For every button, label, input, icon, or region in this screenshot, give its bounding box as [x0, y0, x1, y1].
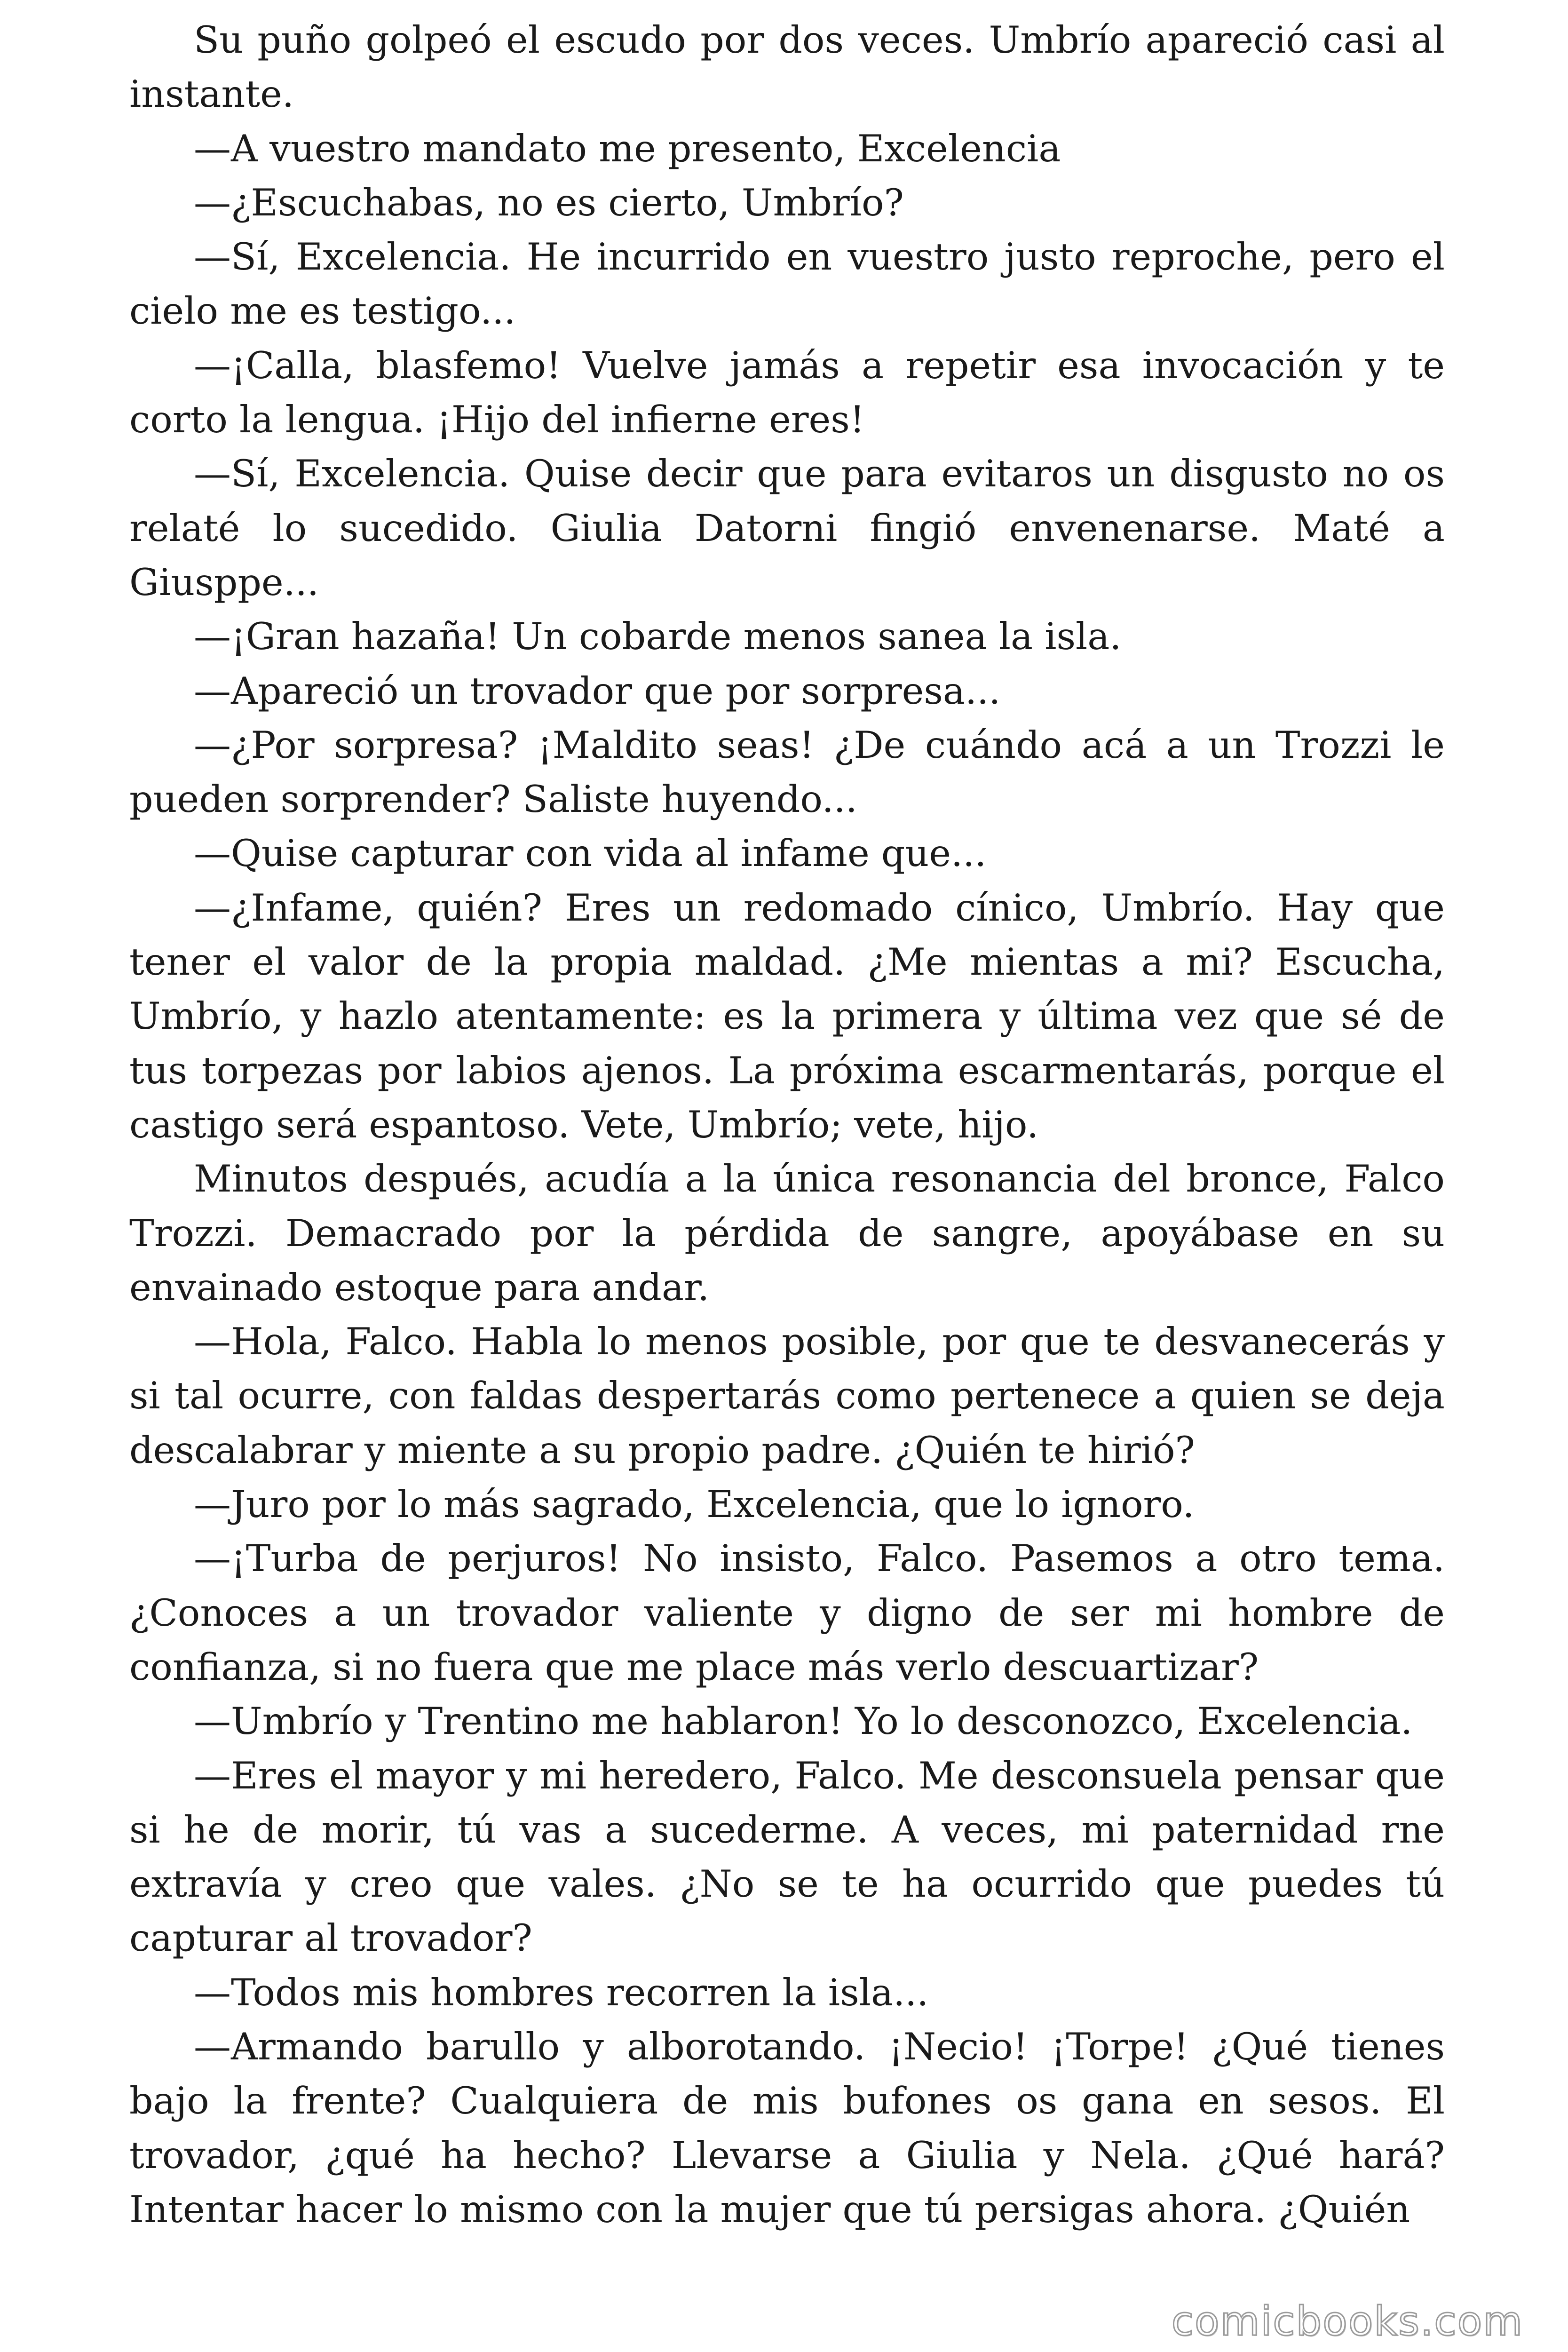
paragraph: —¡Turba de perjuros! No insisto, Falco. Pasemos a otro tema. ¿Conoces a un trovador valiente y digno de ser mi hombre de confianza, si no fuera que me place más verlo descuartizar?	[129, 1537, 1445, 1689]
paragraph: —Hola, Falco. Habla lo menos posible, por que te desvanecerás y si tal ocurre, con faldas despertarás como pertenece a quien se deja descalabrar y miente a su propio padre. ¿Quién te hirió?	[129, 1320, 1445, 1472]
paragraph: —Quise capturar con vida al infame que...	[194, 832, 987, 875]
paragraph: —¿Infame, quién? Eres un redomado cínico, Umbrío. Hay que tener el valor de la propia maldad. ¿Me mientas a mi? Escucha, Umbrío, y hazlo atentamente: es la primera y última vez que sé de tus torpezas por labios ajenos. La próxima escarmentarás, porque el castigo será espantoso. Vete, Umbrío; vete, hijo.	[129, 886, 1445, 1146]
paragraph: —Sí, Excelencia. He incurrido en vuestro justo reproche, pero el cielo me es testigo...	[129, 235, 1445, 333]
paragraph: —Armando barullo y alborotando. ¡Necio! ¡Torpe! ¿Qué tienes bajo la frente? Cualquiera de mis bufones os gana en sesos. El trovador, ¿qué ha hecho? Llevarse a Giulia y Nela. ¿Qué hará? Intentar hacer lo mismo con la mujer que tú persigas ahora. ¿Quién	[129, 2025, 1445, 2231]
paragraph: —¡Calla, blasfemo! Vuelve jamás a repetir esa invocación y te corto la lengua. ¡Hijo del infierne eres!	[129, 343, 1445, 442]
paragraph: Minutos después, acudía a la única resonancia del bronce, Falco Trozzi. Demacrado por la pérdida de sangre, apoyábase en su envainado estoque para andar.	[129, 1157, 1445, 1309]
paragraph: —Apareció un trovador que por sorpresa...	[194, 669, 1001, 713]
paragraph: Su puño golpeó el escudo por dos veces. Umbrío apareció casi al instante.	[129, 18, 1445, 116]
paragraph: —Eres el mayor y mi heredero, Falco. Me desconsuela pensar que si he de morir, tú vas a sucederme. A veces, mi paternidad rne extravía y creo que vales. ¿No se te ha ocurrido que puedes tú capturar al trovador?	[129, 1754, 1445, 1960]
paragraph: —Juro por lo más sagrado, Excelencia, que lo ignoro.	[194, 1483, 1195, 1526]
paragraph: —¡Gran hazaña! Un cobarde menos sanea la isla.	[194, 615, 1122, 659]
paragraph: —A vuestro mandato me presento, Excelencia	[194, 127, 1061, 170]
paragraph: —Sí, Excelencia. Quise decir que para evitaros un disgusto no os relaté lo sucedido. Giulia Datorni fingió envenenarse. Maté a Giusppe...	[129, 452, 1445, 604]
paragraph: —¿Por sorpresa? ¡Maldito seas! ¿De cuándo acá a un Trozzi le pueden sorprender? Saliste huyendo...	[129, 723, 1445, 821]
paragraph: —Umbrío y Trentino me hablaron! Yo lo desconozco, Excelencia.	[194, 1700, 1413, 1743]
paragraph: —¿Escuchabas, no es cierto, Umbrío?	[194, 181, 904, 224]
page-text	[129, 13, 1445, 2237]
paragraph: —Todos mis hombres recorren la isla...	[194, 1971, 929, 2014]
watermark: comicbooks.com	[1171, 2298, 1523, 2345]
